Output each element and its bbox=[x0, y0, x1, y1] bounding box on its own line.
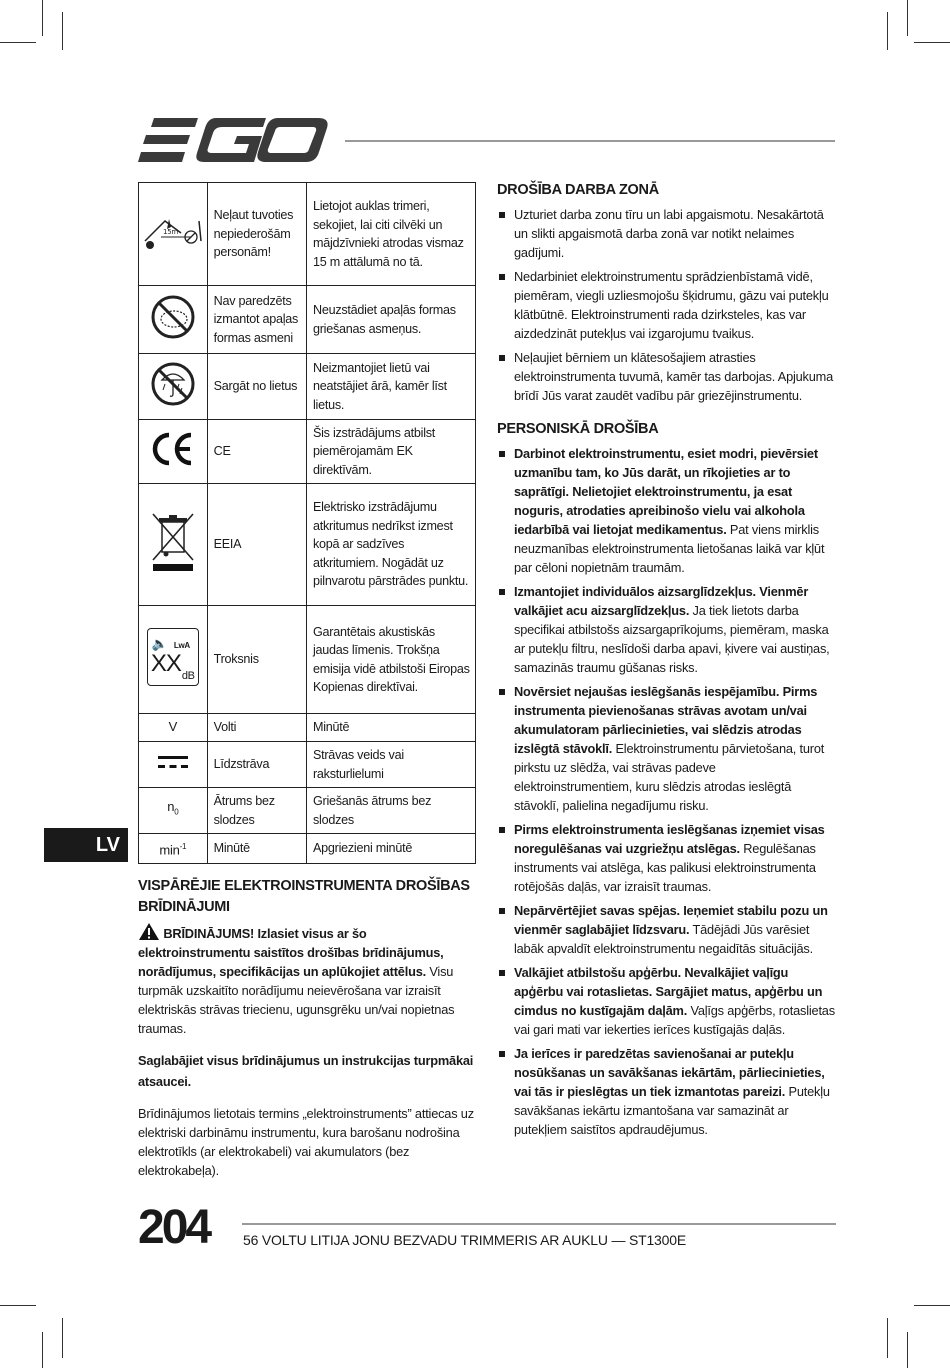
direct-current-icon bbox=[156, 752, 190, 772]
symbol-desc: Lietojot auklas trimeri, sekojiet, lai citi cilvēki un mājdzīvnieki atrodas vismaz 15 m attālumā no tā. bbox=[306, 183, 475, 286]
symbol-desc: Elektrisko izstrādājumu atkritumus nedrīkst izmest kopā ar sadzīves atkritumiem. Nogādāt uz pilnvarotu pārstrādes punktu. bbox=[306, 484, 475, 606]
min-text: min bbox=[159, 841, 180, 857]
table-row bbox=[139, 742, 476, 788]
crop-mark bbox=[907, 1332, 908, 1368]
symbol-cell bbox=[139, 484, 208, 606]
symbol-cell bbox=[139, 183, 208, 286]
per-minute-symbol bbox=[139, 834, 208, 864]
symbol-name: Volti bbox=[207, 714, 306, 742]
no-load-speed-symbol bbox=[139, 788, 208, 834]
item-text: Elektroinstrumentu pārvietošana, turot pirkstu uz slēdža, vai strāvas padeve elektroinstrumentiem, kuru slēdzis atrodas ieslēgtā stāvoklī, palielina negadījumu risku. bbox=[514, 741, 825, 813]
symbol-desc: Neuzstādiet apaļās formas griešanas asmeņus. bbox=[306, 286, 475, 354]
crop-mark bbox=[907, 0, 908, 36]
noise-lwa-label: LwA bbox=[173, 640, 190, 650]
crop-mark bbox=[914, 1305, 950, 1306]
list-item: Neļaujiet bērniem un klātesošajiem atrasties elektroinstrumenta tuvumā, kamēr tas darbojas. Apjukuma brīdī Jūs varat zaudēt vadību pār griezējinstrumentu. bbox=[497, 348, 837, 405]
list-item bbox=[497, 1044, 837, 1139]
item-text: Vaļīgs apģērbs, rotaslietas vai gari mati var iekerties ierīces kustīgajās daļās. bbox=[514, 1003, 835, 1037]
item-text: Putekļu savākšanas iekārtu izmantošana var samazināt ar putekļiem saistītos apdraudējumus. bbox=[514, 1084, 830, 1137]
list-item bbox=[497, 444, 837, 577]
table-row bbox=[139, 714, 476, 742]
speaker-icon: 🔈 bbox=[151, 635, 168, 651]
list-item: Uzturiet darba zonu tīru un labi apgaismotu. Nesakārtotā un slikti apgaismotā darba zonā var notikt nelaimes gadījumi. bbox=[497, 205, 837, 262]
symbol-name: Sargāt no lietus bbox=[207, 354, 306, 420]
crop-mark bbox=[0, 1305, 36, 1306]
symbol-cell bbox=[139, 354, 208, 420]
ego-logo bbox=[138, 118, 328, 162]
footer-title: 56 VOLTU LITIJA JONU BEZVADU TRIMMERIS AR AUKLU — ST1300E bbox=[243, 1232, 686, 1248]
warning-bold-text: BRĪDINĀJUMS! Izlasiet visus ar šo elektroinstrumentu saistītos drošības brīdinājumus, norādījumus, specifikācijas un aplūkojiet attēlus. bbox=[138, 926, 444, 979]
warning-paragraph bbox=[138, 922, 476, 1038]
symbols-table bbox=[138, 182, 476, 864]
list-item: Nedarbiniet elektroinstrumentu sprādzienbīstamā vidē, piemēram, viegli uzliesmojošu šķidrumu, gāzu vai putekļu klātbūtnē. Elektroinstrumenti rada dzirksteles, kas var aizdedzināt putekļus vai izgarojumu tvaikus. bbox=[497, 267, 837, 343]
crop-mark bbox=[62, 12, 63, 50]
list-item bbox=[497, 963, 837, 1039]
symbol-desc: Šis izstrādājums atbilst piemērojamām EK direktīvām. bbox=[306, 420, 475, 484]
svg-text:15m: 15m bbox=[162, 228, 178, 237]
symbol-name: Neļaut tuvoties nepiederošām personām! bbox=[207, 183, 306, 286]
bystander-distance-icon bbox=[141, 207, 205, 255]
symbol-cell bbox=[139, 742, 208, 788]
n-subscript: 0 bbox=[174, 808, 179, 818]
symbol-desc: Strāvas veids vai raksturlielumi bbox=[306, 742, 475, 788]
item-bold: Ja ierīces ir paredzētas savienošanai ar putekļu nosūkšanas un savākšanas iekārtām, pārliecinieties, vai tās ir pieslēgtas un tiek izmantotas pareizi. bbox=[514, 1046, 825, 1099]
left-column bbox=[138, 876, 476, 1192]
header-rule bbox=[345, 140, 835, 142]
symbol-desc: Minūtē bbox=[306, 714, 475, 742]
symbol-name: EEIA bbox=[207, 484, 306, 606]
list-item bbox=[497, 682, 837, 815]
work-area-heading: DROŠĪBA DARBA ZONĀ bbox=[497, 182, 659, 198]
no-round-blade-icon bbox=[149, 293, 197, 341]
item-text: Regulēšanas instruments vai atslēga, kas palikusi elektroinstrumenta rotējošās daļās, var izraisīt traumas. bbox=[514, 841, 816, 894]
crop-mark bbox=[914, 42, 950, 43]
crop-mark bbox=[62, 1318, 63, 1358]
item-bold: Valkājiet atbilstošu apģērbu. Nevalkājiet vaļīgu apģērbu vai rotaslietas. Sargājiet matus, apģērbu un cimdus no kustīgajām daļām. bbox=[514, 965, 823, 1018]
table-row bbox=[139, 484, 476, 606]
item-bold: Darbinot elektroinstrumentu, esiet modri, pievērsiet uzmanību tam, ko Jūs darāt, un rīkojieties ar to saprātīgi. Nelietojiet elektroinstrumentu, ja esat noguris, atrodaties apreibinošo vielu vai alkohola iedarbībā vai lietojat medikamentus. bbox=[514, 446, 818, 537]
symbol-desc: Apgriezieni minūtē bbox=[306, 834, 475, 864]
personal-safety-heading: PERSONISKĀ DROŠĪBA bbox=[497, 421, 659, 437]
general-safety-heading: VISPĀRĒJIE ELEKTROINSTRUMENTA DROŠĪBAS BRĪDINĀJUMI bbox=[138, 878, 470, 915]
volts-symbol: V bbox=[139, 714, 208, 742]
symbol-cell bbox=[139, 420, 208, 484]
table-row bbox=[139, 420, 476, 484]
table-row bbox=[139, 354, 476, 420]
table-row bbox=[139, 788, 476, 834]
save-instructions: Saglabājiet visus brīdinājumus un instrukcijas turpmākai atsaucei. bbox=[138, 1053, 474, 1089]
item-bold: Nepārvērtējiet savas spējas. Ieņemiet stabilu pozu un vienmēr saglabājiet līdzsvaru. bbox=[514, 903, 828, 937]
crop-mark bbox=[0, 42, 36, 43]
list-item bbox=[497, 820, 837, 896]
symbol-name: CE bbox=[207, 420, 306, 484]
symbol-desc: Griešanās ātrums bez slodzes bbox=[306, 788, 475, 834]
symbol-name: Troksnis bbox=[207, 606, 306, 714]
noise-level-icon bbox=[147, 628, 199, 686]
crop-mark bbox=[887, 1318, 888, 1358]
symbol-cell bbox=[139, 286, 208, 354]
symbol-cell bbox=[139, 606, 208, 714]
symbol-desc: Neizmantojiet lietū vai neatstājiet ārā, kamēr līst lietus. bbox=[306, 354, 475, 420]
list-item bbox=[497, 901, 837, 958]
footer-rule bbox=[242, 1223, 836, 1225]
symbol-name: Minūtē bbox=[207, 834, 306, 864]
item-text: Pat viens mirklis neuzmanības elektroinstrumenta lietošanas laikā var kļūt par cēloni nopietnām traumām. bbox=[514, 522, 825, 575]
warning-text: Visu turpmāk uzskaitīto norādījumu neievērošana var izraisīt elektriskās strāvas triecienu, ugunsgrēku un/vai nopietnas traumas. bbox=[138, 964, 455, 1036]
language-tab: LV bbox=[44, 828, 128, 862]
table-row bbox=[139, 834, 476, 864]
symbol-name: Līdzstrāva bbox=[207, 742, 306, 788]
crop-mark bbox=[42, 0, 43, 36]
list-item bbox=[497, 582, 837, 677]
work-area-list bbox=[497, 205, 837, 405]
right-column bbox=[497, 180, 837, 1144]
noise-unit: dB bbox=[181, 669, 195, 682]
term-definition: Brīdinājumos lietotais termins „elektroinstruments” attiecas uz elektriski darbināmu instrumentu, kura barošanu nodrošina elektrotīkls (ar elektrokabeli) vai akumulators (bez elektrokabeļa). bbox=[138, 1106, 474, 1178]
item-text: Ja tiek lietots darba specifikai atbilstošs aizsargaprīkojums, piemēram, maska ar putekļu filtru, neslīdoši darba apavi, ķivere vai austiņas, samazinās traumu gūšanas risks. bbox=[514, 603, 830, 675]
table-row bbox=[139, 183, 476, 286]
noise-value: XX bbox=[150, 649, 181, 677]
item-text: Tādējādi Jūs varēsiet labāk apvaldīt elektroinstrumentu negaidītās situācijās. bbox=[514, 922, 813, 956]
n-letter: n bbox=[167, 799, 175, 815]
item-bold: Pirms elektroinstrumenta ieslēgšanas izņemiet visas noregulēšanas vai uzgriežņu atslēgas. bbox=[514, 822, 825, 856]
ce-mark-icon bbox=[149, 431, 197, 467]
symbol-desc: Garantētais akustiskās jaudas līmenis. Trokšņa emisija vidē atbilstoši Eiropas Kopienas direktīvai. bbox=[306, 606, 475, 714]
item-bold: Izmantojiet individuālos aizsarglīdzekļus. Vienmēr valkājiet acu aizsarglīdzekļus. bbox=[514, 584, 809, 618]
page-number: 204 bbox=[138, 1201, 210, 1254]
min-superscript: -1 bbox=[179, 841, 187, 851]
symbol-name: Ātrums bez slodzes bbox=[207, 788, 306, 834]
symbol-name: Nav paredzēts izmantot apaļas formas asmeni bbox=[207, 286, 306, 354]
personal-safety-list bbox=[497, 444, 837, 1139]
table-row bbox=[139, 606, 476, 714]
no-rain-icon bbox=[149, 360, 197, 408]
warning-triangle-icon bbox=[138, 922, 160, 941]
weee-bin-icon bbox=[148, 510, 198, 574]
crop-mark bbox=[887, 12, 888, 50]
item-bold: Novērsiet nejaušas ieslēgšanās iespējamību. Pirms instrumenta pievienošanas strāvas avotam un/vai akumulatoram pārliecinieties, vai slēdzis atrodas izslēgtā stāvoklī. bbox=[514, 684, 818, 756]
crop-mark bbox=[42, 1332, 43, 1368]
table-row bbox=[139, 286, 476, 354]
